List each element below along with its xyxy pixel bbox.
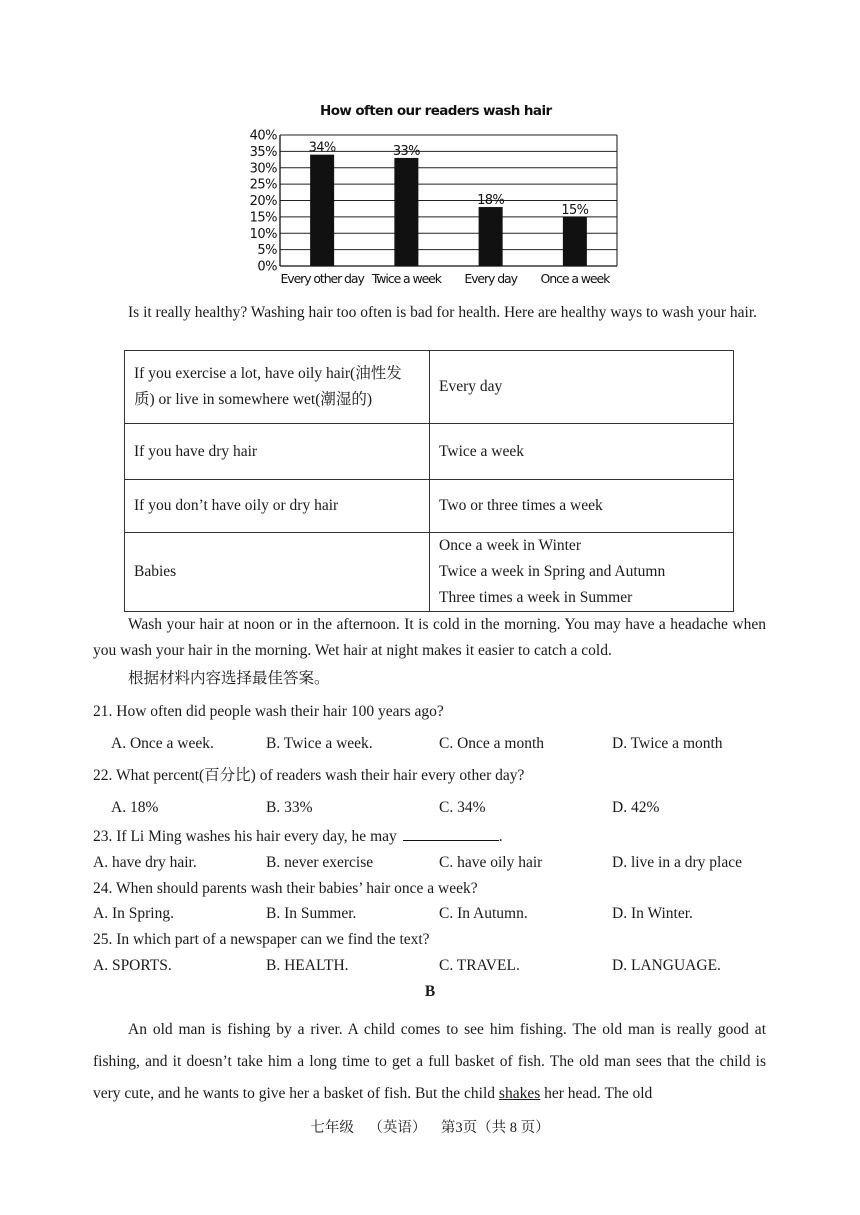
frequency-line: Once a week in Winter <box>439 537 581 554</box>
bar-value-label: 34% <box>308 140 336 156</box>
hair-wash-chart <box>240 98 640 293</box>
passage-text: An old man is fishing by a river. A child comes to see him fishing. The old man is really good at fishing, and it doesn’t take him a long time to get a full basket of fish. The old man sees that the child is very cute, and he wants to give her a basket of fish. But the child <box>93 1021 766 1102</box>
option-22-b[interactable]: B. 33% <box>266 799 313 816</box>
y-tick-label: 30% <box>249 161 277 177</box>
option-25-a[interactable]: A. SPORTS. <box>93 957 172 974</box>
advice-text: Wash your hair at noon or in the afternoon. It is cold in the morning. You may have a headache when you wash your hair in the morning. Wet hair at night makes it easier to catch a cold. <box>93 616 766 659</box>
question-22: 22. What percent(百分比) of readers wash their hair every other day? <box>93 767 525 784</box>
option-25-c[interactable]: C. TRAVEL. <box>439 957 520 974</box>
x-category-label: Every other day <box>280 271 364 286</box>
x-category-label: Every day <box>464 271 517 286</box>
table-row <box>125 480 734 533</box>
chart-title: How often our readers wash hair <box>320 103 552 119</box>
bar <box>479 207 503 266</box>
intro-text: Is it really healthy? Washing hair too often is bad for health. Here are healthy ways to wash your hair. <box>128 304 758 321</box>
option-25-d[interactable]: D. LANGUAGE. <box>612 957 721 974</box>
page-footer: 七年级 （英语） 第3页（共 8 页） <box>310 1120 550 1136</box>
table-row <box>125 424 734 480</box>
option-21-b[interactable]: B. Twice a week. <box>266 735 373 752</box>
question-23 <box>93 825 503 849</box>
y-tick-label: 0% <box>257 259 277 275</box>
option-23-a[interactable]: A. have dry hair. <box>93 854 197 871</box>
option-22-a[interactable]: A. 18% <box>111 799 159 816</box>
x-category-label: Once a week <box>540 271 610 286</box>
question-23-end: . <box>498 828 503 845</box>
frequency-line: Three times a week in Summer <box>439 589 633 606</box>
healthy-ways-table <box>124 350 734 612</box>
table-row <box>125 351 734 424</box>
option-21-c[interactable]: C. Once a month <box>439 735 545 752</box>
option-22-d[interactable]: D. 42% <box>612 799 660 816</box>
bar-value-label: 18% <box>477 193 505 209</box>
option-24-b[interactable]: B. In Summer. <box>266 905 357 922</box>
frequency-line: Twice a week in Spring and Autumn <box>439 563 666 580</box>
question-21: 21. How often did people wash their hair 100 years ago? <box>93 703 444 720</box>
table-cell-frequency <box>430 533 734 612</box>
y-tick-label: 25% <box>249 177 277 193</box>
bar <box>394 158 418 266</box>
table-row <box>125 533 734 612</box>
answer-blank[interactable] <box>403 825 499 841</box>
question-24: 24. When should parents wash their babies’ hair once a week? <box>93 880 478 897</box>
option-24-a[interactable]: A. In Spring. <box>93 905 174 922</box>
table-cell-frequency: Two or three times a week <box>430 480 734 533</box>
bar <box>563 217 587 266</box>
table-cell-frequency: Every day <box>430 351 734 424</box>
y-tick-label: 10% <box>249 226 277 242</box>
question-23-stem: 23. If Li Ming washes his hair every day, he may <box>93 828 397 845</box>
bar-value-label: 15% <box>561 202 589 218</box>
instruction-text: 根据材料内容选择最佳答案。 <box>128 670 330 687</box>
question-25: 25. In which part of a newspaper can we find the text? <box>93 931 430 948</box>
bar-chart-svg <box>240 98 640 293</box>
y-tick-label: 5% <box>257 243 277 259</box>
underlined-word: shakes <box>498 1085 541 1102</box>
section-b-heading: B <box>424 983 436 1000</box>
table-cell-condition: If you exercise a lot, have oily hair(油性发质) or live in somewhere wet(潮湿的) <box>125 351 430 424</box>
table-cell-condition: If you have dry hair <box>125 424 430 480</box>
y-tick-label: 20% <box>249 194 277 209</box>
option-24-d[interactable]: D. In Winter. <box>612 905 693 922</box>
advice-paragraph <box>93 612 766 664</box>
bar <box>310 155 334 266</box>
option-21-a[interactable]: A. Once a week. <box>111 735 214 752</box>
section-b-passage <box>93 1014 766 1110</box>
y-tick-label: 40% <box>249 128 277 144</box>
y-tick-label: 35% <box>249 144 277 160</box>
option-23-b[interactable]: B. never exercise <box>266 854 374 871</box>
option-21-d[interactable]: D. Twice a month <box>612 735 723 752</box>
table-cell-frequency: Twice a week <box>430 424 734 480</box>
option-24-c[interactable]: C. In Autumn. <box>439 905 528 922</box>
table-cell-condition: If you don’t have oily or dry hair <box>125 480 430 533</box>
bar-value-label: 33% <box>392 143 420 159</box>
option-23-d[interactable]: D. live in a dry place <box>612 854 742 871</box>
x-category-label: Twice a week <box>371 271 441 286</box>
y-tick-label: 15% <box>249 210 277 226</box>
passage-text-end: her head. The old <box>540 1085 653 1102</box>
option-25-b[interactable]: B. HEALTH. <box>266 957 349 974</box>
option-22-c[interactable]: C. 34% <box>439 799 486 816</box>
option-23-c[interactable]: C. have oily hair <box>439 854 543 871</box>
intro-paragraph <box>93 300 766 326</box>
table-cell-condition: Babies <box>125 533 430 612</box>
